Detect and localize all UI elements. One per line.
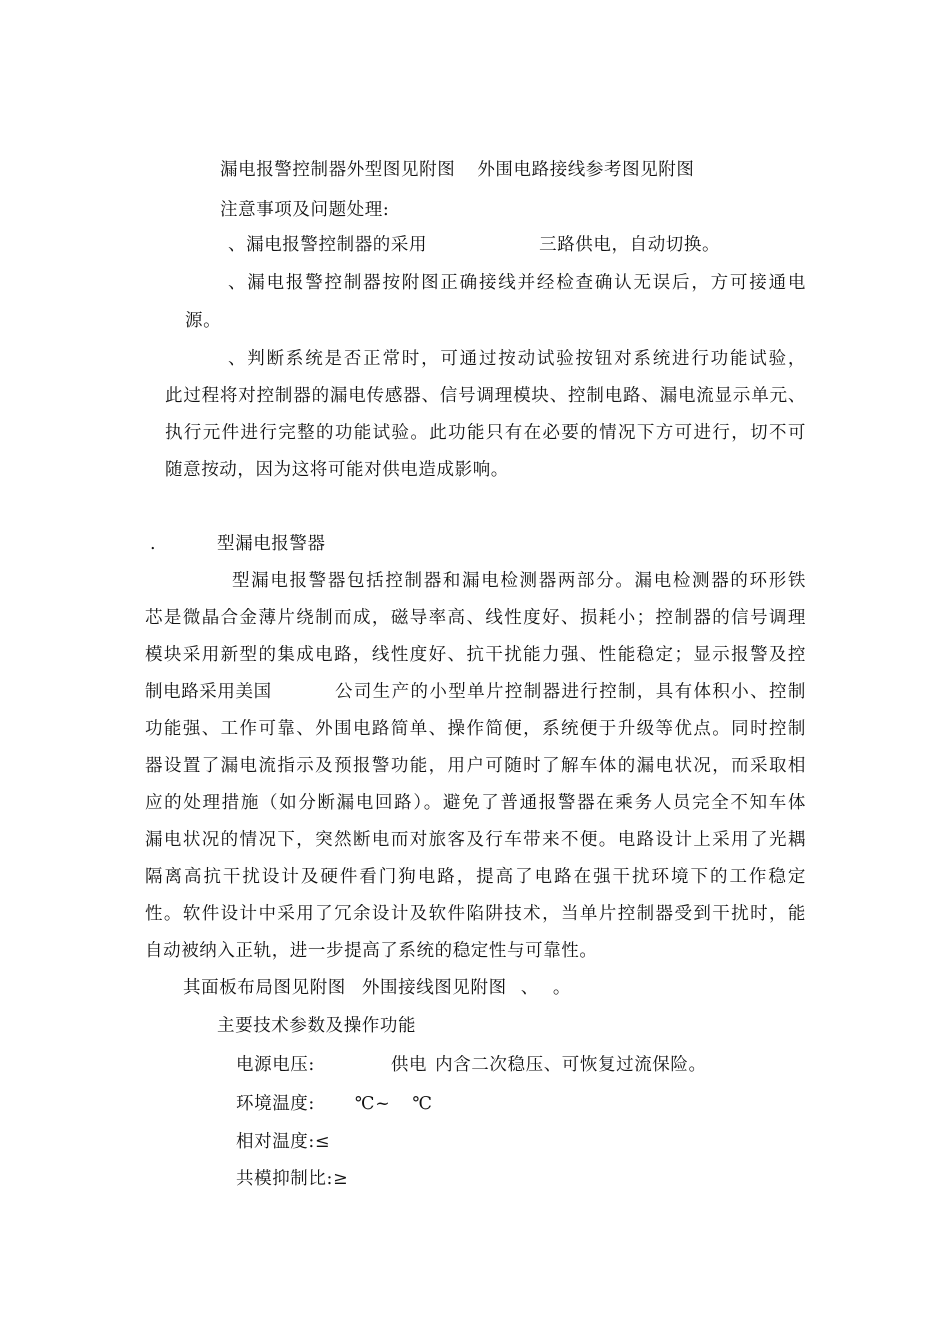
figure-reference-line — [220, 158, 695, 182]
panel-figure-line: 其面板布局图见附图 外围接线图见附图 、 。 — [183, 978, 571, 998]
external-wiring-ref: 外围接线图见附图 — [361, 978, 507, 998]
para-line-4a: 制电路采用美国 — [145, 682, 272, 702]
para-line-8: 漏电状况的情况下，突然断电而对旅客及行车带来不便。电路设计上采用了光耦 — [145, 830, 806, 850]
para-line-6: 器设置了漏电流指示及预报警功能，用户可随时了解车体的漏电状况，而采取相 — [145, 756, 806, 776]
para-line-11: 自动被纳入正轨，进一步提高了系统的稳定性与可靠性。 — [145, 941, 598, 961]
param-power-supply: 电源电压: 供电 内含二次稳压、可恢复过流保险。 — [236, 1055, 707, 1075]
para-line-1: 型漏电报警器包括控制器和漏电检测器两部分。漏电检测器的环形铁 — [232, 571, 806, 591]
note-2-line-1: 、漏电报警控制器按附图正确接线并经检查确认无误后，方可接通电 — [228, 273, 806, 293]
note-3-line-4: 随意按动，因为这将可能对供电造成影响。 — [165, 460, 509, 480]
outline-figure-ref: 漏电报警控制器外型图见附图 — [220, 160, 456, 180]
wiring-figure-ref: 外围电路接线参考图见附图 — [477, 160, 695, 180]
param-cmrr: 共模抑制比:≥ — [236, 1169, 349, 1189]
para-line-10: 性。软件设计中采用了冗余设计及软件陷阱技术，当单片控制器受到干扰时，能 — [145, 904, 806, 924]
panel-layout-ref: 其面板布局图见附图 — [183, 978, 346, 998]
para-line-3: 模块采用新型的集成电路，线性度好、抗干扰能力强、性能稳定；显示报警及控 — [145, 645, 806, 665]
note-3-line-3: 执行元件进行完整的功能试验。此功能只有在必要的情况下方可进行，切不可 — [165, 423, 806, 443]
section-title: 型漏电报警器 — [217, 534, 326, 554]
param-relative-humidity: 相对温度:≤ — [236, 1132, 331, 1152]
note-1: 、漏电报警控制器的采用 三路供电，自动切换。 — [228, 235, 721, 255]
params-heading: 主要技术参数及操作功能 — [217, 1016, 417, 1036]
para-line-4b: 公司生产的小型单片控制器进行控制，具有体积小、控制 — [335, 682, 806, 702]
notes-heading: 注意事项及问题处理: — [220, 200, 390, 220]
section-number: . — [150, 534, 157, 554]
note-2-line-2: 源。 — [185, 311, 222, 331]
note-3-line-2: 此过程将对控制器的漏电传感器、信号调理模块、控制电路、漏电流显示单元、 — [165, 386, 806, 406]
para-line-2: 芯是微晶合金薄片绕制而成，磁导率高、线性度好、损耗小；控制器的信号调理 — [145, 608, 806, 628]
note-3-line-1: 、判断系统是否正常时，可通过按动试验按钮对系统进行功能试验， — [228, 349, 806, 369]
para-line-5: 功能强、工作可靠、外围电路简单、操作简便，系统便于升级等优点。同时控制 — [145, 719, 806, 739]
param-ambient-temperature: 环境温度: ℃~ ℃ — [236, 1094, 433, 1114]
para-line-9: 隔离高抗干扰设计及硬件看门狗电路，提高了电路在强干扰环境下的工作稳定 — [145, 867, 806, 887]
para-line-7: 应的处理措施（如分断漏电回路）。避免了普通报警器在乘务人员完全不知车体 — [145, 793, 806, 813]
